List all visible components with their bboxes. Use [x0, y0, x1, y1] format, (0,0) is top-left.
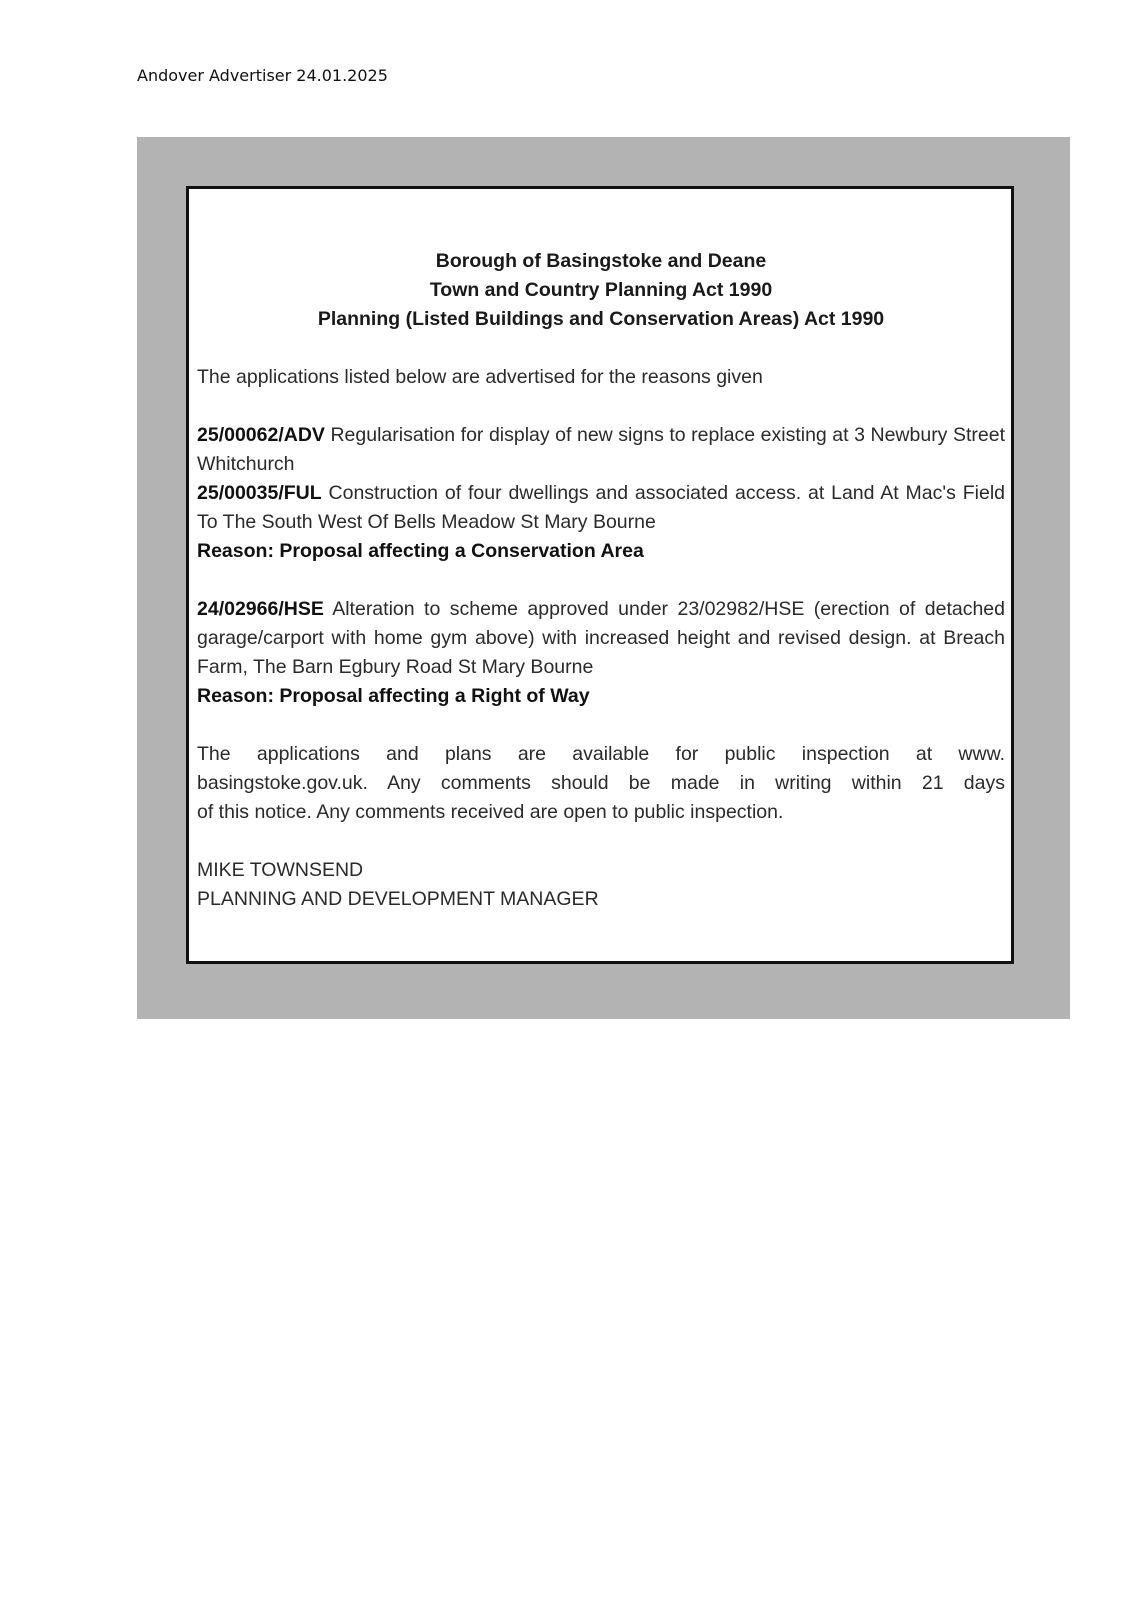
heading-line-listed-buildings-act: Planning (Listed Buildings and Conservation Areas) Act 1990	[317, 308, 885, 330]
notice-heading	[197, 247, 1005, 334]
application-description: Regularisation for display of new signs to replace existing at 3 Newbury Street Whitchurch	[197, 424, 1005, 475]
newspaper-clipping	[137, 137, 1070, 1019]
application-entry	[197, 421, 1005, 479]
signatory-title: PLANNING AND DEVELOPMENT MANAGER	[197, 888, 599, 910]
application-entry	[197, 479, 1005, 537]
application-reference: 25/00035/FUL	[197, 482, 322, 504]
application-description: Construction of four dwellings and associated access. at Land At Mac's Field To The South West Of Bells Meadow St Mary Bourne	[197, 482, 1005, 533]
signatory-name: MIKE TOWNSEND	[197, 859, 364, 881]
signature-block	[197, 856, 1005, 914]
inspection-line: The applications and plans are available for public inspection at www.	[197, 743, 1005, 765]
inspection-line: basingstoke.gov.uk. Any comments should be made in writing within 21 days	[197, 772, 1005, 794]
heading-line-borough: Borough of Basingstoke and Deane	[435, 250, 767, 272]
application-reason: Reason: Proposal affecting a Conservation Area	[197, 540, 644, 562]
application-description: Alteration to scheme approved under 23/02982/HSE (erection of detached garage/carport with home gym above) with increased height and revised design. at Breach Farm, The Barn Egbury Road St Mary Bourne	[197, 598, 1005, 678]
inspection-statement	[197, 740, 1005, 827]
application-group-conservation	[197, 421, 1005, 566]
notice-body	[197, 363, 1005, 914]
application-reference: 24/02966/HSE	[197, 598, 324, 620]
planning-notice	[186, 186, 1014, 964]
application-reason: Reason: Proposal affecting a Right of Way	[197, 685, 590, 707]
application-group-right-of-way	[197, 595, 1005, 711]
publication-header: Andover Advertiser 24.01.2025	[137, 66, 388, 85]
heading-line-planning-act: Town and Country Planning Act 1990	[429, 279, 773, 301]
application-reference: 25/00062/ADV	[197, 424, 325, 446]
application-entry	[197, 595, 1005, 682]
inspection-line: of this notice. Any comments received are open to public inspection.	[197, 801, 784, 823]
notice-intro: The applications listed below are advertised for the reasons given	[197, 366, 763, 388]
